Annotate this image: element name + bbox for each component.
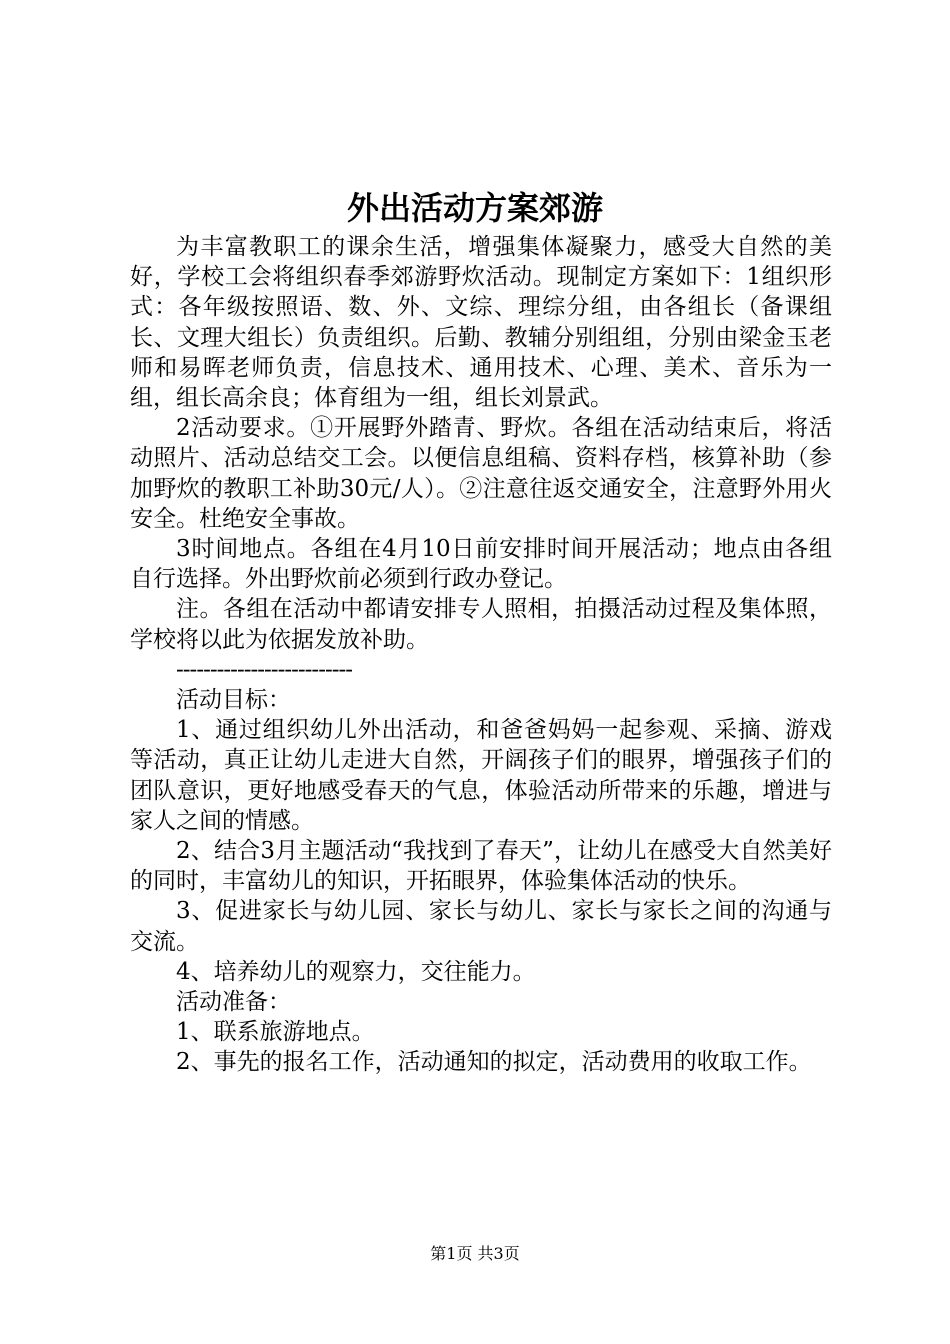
paragraph-time-location: 3时间地点。各组在4月10日前安排时间开展活动；地点由各组自行选择。外出野炊前必须到行政办登记。 (130, 536, 832, 593)
paragraph-goal-2: 2、结合3月主题活动“我找到了春天”，让幼儿在感受大自然美好的同时，丰富幼儿的知识，开拓眼界，体验集体活动的快乐。 (130, 838, 832, 895)
heading-activity-preparation: 活动准备： (176, 989, 291, 1016)
paragraph-intro: 为丰富教职工的课余生活，增强集体凝聚力，感受大自然的美好，学校工会将组织春季郊游野炊活动。现制定方案如下：1组织形式：各年级按照语、数、外、文综、理综分组，由各组长（备课组长、文理大组长）负责组织。后勤、教辅分别组组，分别由梁金玉老师和易晖老师负责，信息技术、通用技术、心理、美术、音乐为一组，组长高余良；体育组为一组，组长刘景武。 (130, 234, 832, 412)
paragraph-goal-1: 1、通过组织幼儿外出活动，和爸爸妈妈一起参观、采摘、游戏等活动，真正让幼儿走进大自然，开阔孩子们的眼界，增强孩子们的团队意识，更好地感受春天的气息，体验活动所带来的乐趣，增进与家人之间的情感。 (130, 717, 832, 834)
paragraph-requirements: 2活动要求。①开展野外踏青、野炊。各组在活动结束后，将活动照片、活动总结交工会。以便信息组稿、资料存档，核算补助（参加野炊的教职工补助30元/人）。②注意往返交通安全，注意野外用火安全。杜绝安全事故。 (130, 415, 832, 532)
paragraph-goal-3: 3、促进家长与幼儿园、家长与幼儿、家长与家长之间的沟通与交流。 (130, 898, 832, 955)
page-number-footer: 第1页 共3页 (430, 1244, 520, 1263)
paragraph-prep-2: 2、事先的报名工作，活动通知的拟定，活动费用的收取工作。 (176, 1049, 812, 1076)
paragraph-goal-4: 4、培养幼儿的观察力，交往能力。 (176, 958, 536, 985)
divider-line: -------------------------- (176, 656, 353, 683)
document-title: 外出活动方案郊游 (346, 189, 603, 227)
heading-activity-goals: 活动目标： (176, 687, 291, 714)
document-body (130, 232, 832, 1078)
paragraph-prep-1: 1、联系旅游地点。 (176, 1019, 375, 1046)
paragraph-note: 注。各组在活动中都请安排专人照相，拍摄活动过程及集体照，学校将以此为依据发放补助。 (130, 596, 832, 653)
